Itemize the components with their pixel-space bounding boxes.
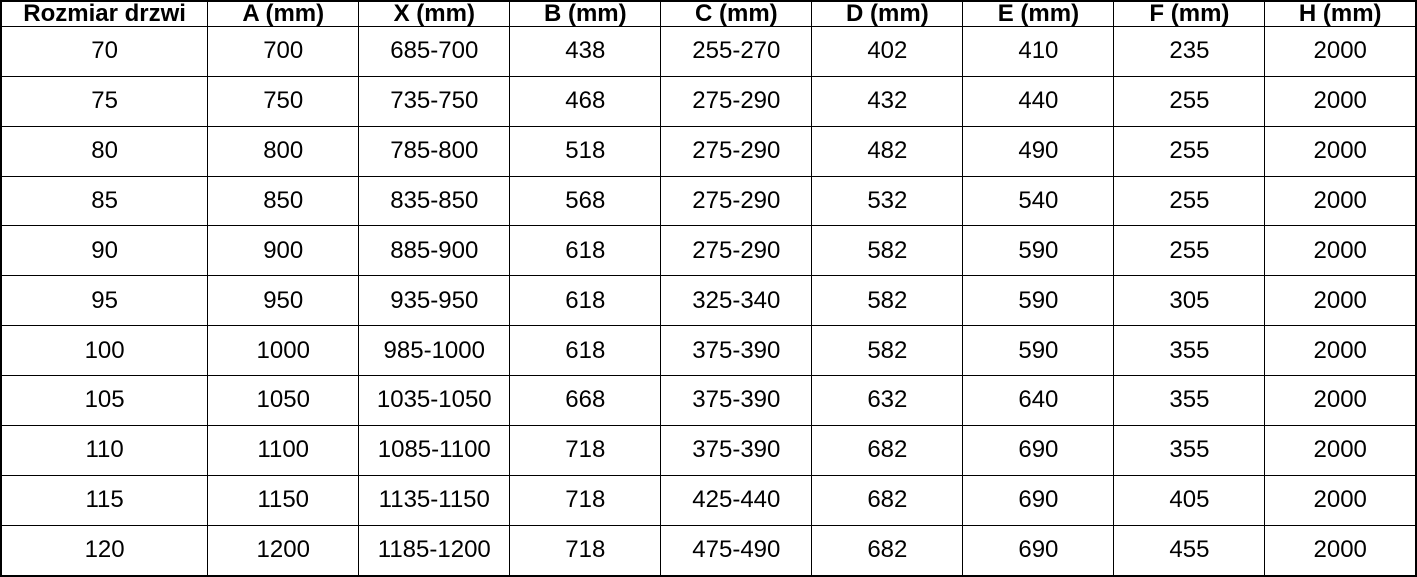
dimension-cell: 275-290	[661, 176, 812, 226]
dimension-cell: 2000	[1265, 425, 1416, 475]
door-size-cell: 105	[1, 376, 208, 426]
dimension-cell: 1185-1200	[359, 525, 510, 576]
dimension-cell: 718	[510, 475, 661, 525]
door-size-cell: 70	[1, 27, 208, 77]
dimension-cell: 582	[812, 326, 963, 376]
column-header: H (mm)	[1265, 1, 1416, 27]
dimension-cell: 518	[510, 126, 661, 176]
dimension-cell: 355	[1114, 376, 1265, 426]
dimension-cell: 375-390	[661, 425, 812, 475]
table-row	[1, 76, 1416, 126]
column-header: A (mm)	[208, 1, 359, 27]
dimension-cell: 1050	[208, 376, 359, 426]
dimension-cell: 2000	[1265, 475, 1416, 525]
dimension-cell: 690	[963, 525, 1114, 576]
door-size-cell: 80	[1, 126, 208, 176]
dimension-cell: 800	[208, 126, 359, 176]
door-size-cell: 110	[1, 425, 208, 475]
dimension-cell: 402	[812, 27, 963, 77]
dimension-cell: 2000	[1265, 525, 1416, 576]
dimension-cell: 718	[510, 425, 661, 475]
column-header-door-size: Rozmiar drzwi	[1, 1, 208, 27]
dimension-cell: 410	[963, 27, 1114, 77]
dimension-cell: 255	[1114, 76, 1265, 126]
dimension-cell: 582	[812, 226, 963, 276]
header-row	[1, 1, 1416, 27]
dimension-cell: 668	[510, 376, 661, 426]
table-row	[1, 226, 1416, 276]
dimension-cell: 568	[510, 176, 661, 226]
dimension-cell: 255	[1114, 176, 1265, 226]
dimension-cell: 432	[812, 76, 963, 126]
dimension-cell: 482	[812, 126, 963, 176]
dimension-cell: 618	[510, 276, 661, 326]
dimension-cell: 950	[208, 276, 359, 326]
table-row	[1, 376, 1416, 426]
dimension-cell: 582	[812, 276, 963, 326]
table-row	[1, 126, 1416, 176]
dimension-cell: 1000	[208, 326, 359, 376]
dimension-cell: 440	[963, 76, 1114, 126]
dimension-cell: 2000	[1265, 226, 1416, 276]
dimension-cell: 1085-1100	[359, 425, 510, 475]
table-row	[1, 27, 1416, 77]
dimension-cell: 900	[208, 226, 359, 276]
dimension-cell: 438	[510, 27, 661, 77]
dimension-cell: 540	[963, 176, 1114, 226]
dimension-cell: 682	[812, 475, 963, 525]
door-size-cell: 100	[1, 326, 208, 376]
door-size-cell: 120	[1, 525, 208, 576]
table-row	[1, 276, 1416, 326]
dimension-cell: 255	[1114, 126, 1265, 176]
door-size-cell: 85	[1, 176, 208, 226]
column-header: E (mm)	[963, 1, 1114, 27]
dimension-cell: 1100	[208, 425, 359, 475]
table-row	[1, 176, 1416, 226]
door-size-cell: 95	[1, 276, 208, 326]
dimension-cell: 640	[963, 376, 1114, 426]
dimension-cell: 275-290	[661, 126, 812, 176]
column-header: B (mm)	[510, 1, 661, 27]
column-header: X (mm)	[359, 1, 510, 27]
dimension-cell: 2000	[1265, 276, 1416, 326]
dimension-cell: 735-750	[359, 76, 510, 126]
dimension-cell: 1035-1050	[359, 376, 510, 426]
dimension-cell: 375-390	[661, 326, 812, 376]
column-header: C (mm)	[661, 1, 812, 27]
dimension-cell: 475-490	[661, 525, 812, 576]
dimension-cell: 690	[963, 475, 1114, 525]
dimension-cell: 325-340	[661, 276, 812, 326]
dimension-cell: 700	[208, 27, 359, 77]
dimension-cell: 532	[812, 176, 963, 226]
dimension-cell: 618	[510, 326, 661, 376]
dimension-cell: 632	[812, 376, 963, 426]
dimension-cell: 682	[812, 525, 963, 576]
dimension-cell: 1200	[208, 525, 359, 576]
dimension-cell: 690	[963, 425, 1114, 475]
dimension-cell: 935-950	[359, 276, 510, 326]
dimension-cell: 2000	[1265, 27, 1416, 77]
column-header: D (mm)	[812, 1, 963, 27]
dimension-cell: 785-800	[359, 126, 510, 176]
dimension-cell: 405	[1114, 475, 1265, 525]
dimension-cell: 985-1000	[359, 326, 510, 376]
dimension-cell: 455	[1114, 525, 1265, 576]
dimension-cell: 275-290	[661, 76, 812, 126]
dimension-cell: 490	[963, 126, 1114, 176]
dimension-cell: 255	[1114, 226, 1265, 276]
dimension-cell: 355	[1114, 425, 1265, 475]
dimension-cell: 2000	[1265, 176, 1416, 226]
dimension-cell: 375-390	[661, 376, 812, 426]
table-row	[1, 326, 1416, 376]
dimension-cell: 885-900	[359, 226, 510, 276]
dimension-cell: 468	[510, 76, 661, 126]
dimension-cell: 235	[1114, 27, 1265, 77]
dimension-cell: 590	[963, 326, 1114, 376]
dimension-cell: 2000	[1265, 376, 1416, 426]
dimension-cell: 305	[1114, 276, 1265, 326]
dimension-cell: 750	[208, 76, 359, 126]
dimension-cell: 2000	[1265, 126, 1416, 176]
table-row	[1, 525, 1416, 576]
dimension-cell: 1135-1150	[359, 475, 510, 525]
dimension-cell: 590	[963, 226, 1114, 276]
table-body	[1, 27, 1416, 577]
column-header: F (mm)	[1114, 1, 1265, 27]
dimension-cell: 590	[963, 276, 1114, 326]
door-size-cell: 75	[1, 76, 208, 126]
dimension-cell: 255-270	[661, 27, 812, 77]
dimension-cell: 2000	[1265, 76, 1416, 126]
dimension-cell: 425-440	[661, 475, 812, 525]
door-size-cell: 90	[1, 226, 208, 276]
dimension-cell: 835-850	[359, 176, 510, 226]
dimension-cell: 275-290	[661, 226, 812, 276]
table-row	[1, 425, 1416, 475]
dimension-cell: 618	[510, 226, 661, 276]
dimension-cell: 682	[812, 425, 963, 475]
table-row	[1, 475, 1416, 525]
dimension-cell: 718	[510, 525, 661, 576]
dimension-cell: 850	[208, 176, 359, 226]
dimension-cell: 355	[1114, 326, 1265, 376]
dimension-cell: 685-700	[359, 27, 510, 77]
dimension-cell: 2000	[1265, 326, 1416, 376]
dimension-cell: 1150	[208, 475, 359, 525]
door-size-cell: 115	[1, 475, 208, 525]
